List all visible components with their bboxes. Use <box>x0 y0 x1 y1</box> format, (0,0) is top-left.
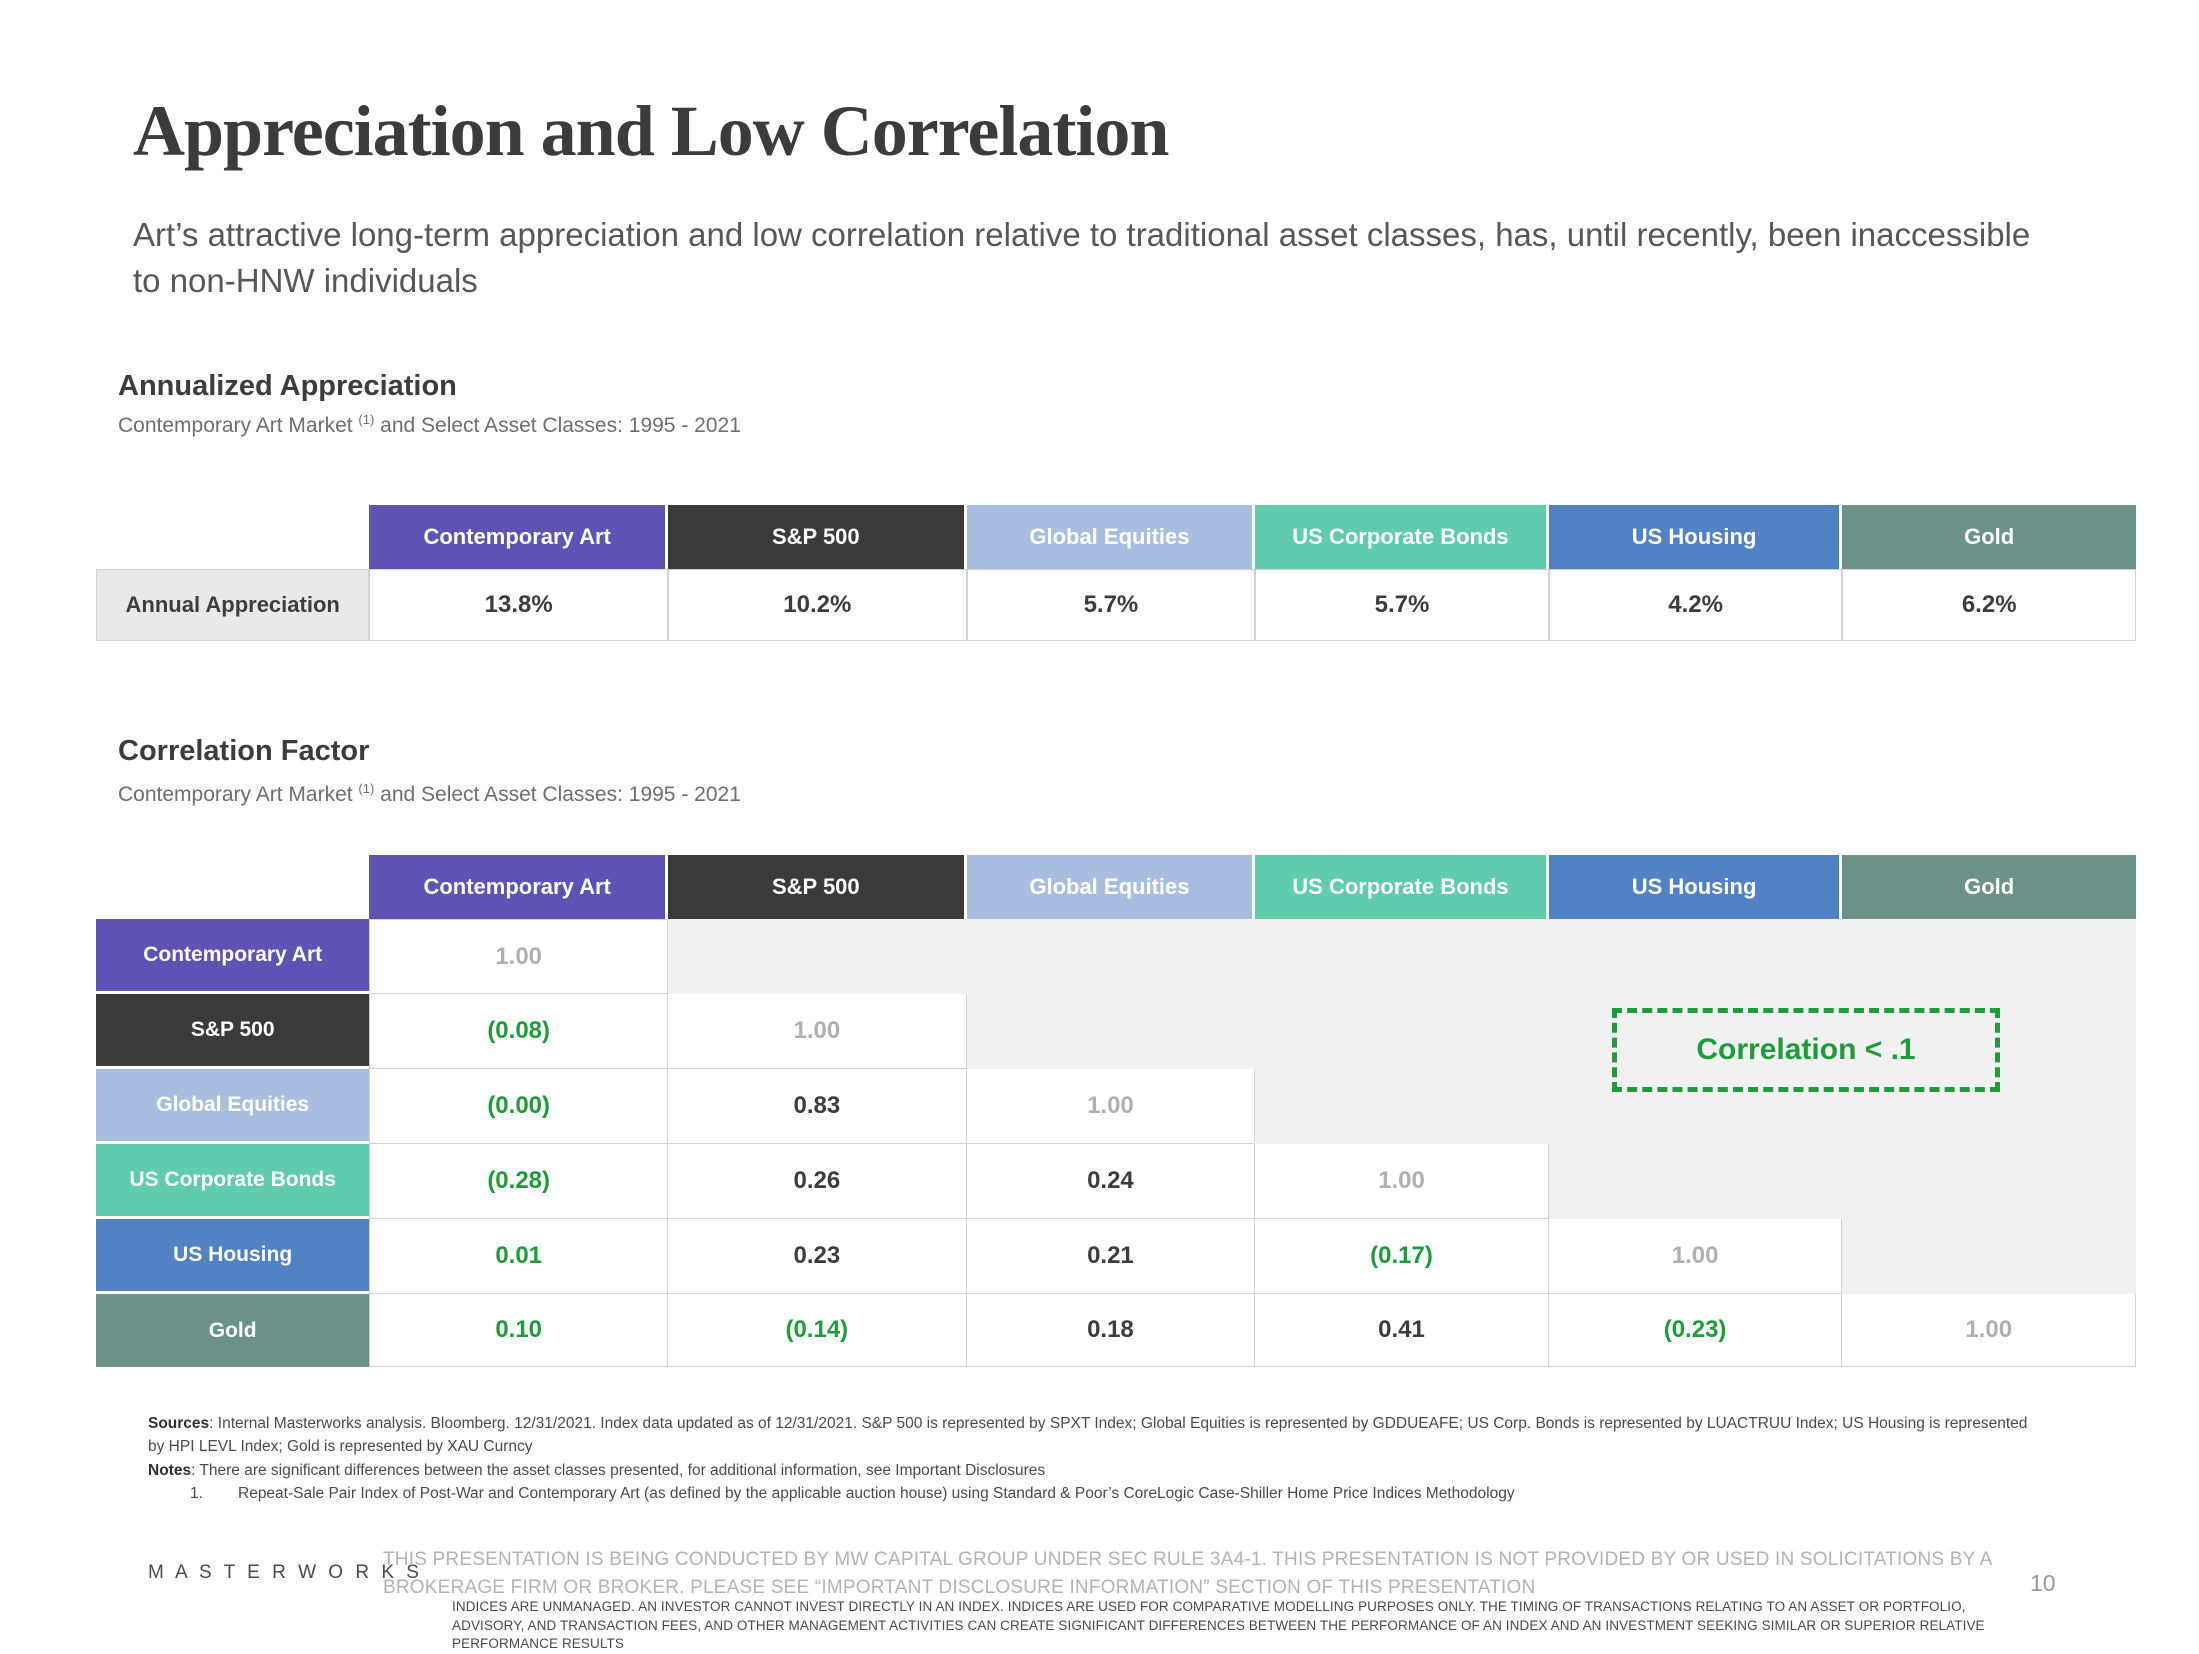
correlation-cell-4-2: 0.21 <box>967 1219 1256 1294</box>
appreciation-value-contemporary-art: 13.8% <box>369 569 668 641</box>
appreciation-value-us-housing: 4.2% <box>1549 569 1843 641</box>
correlation-section-title: Correlation Factor <box>118 735 370 767</box>
footnote-notes-text: : There are significant differences between the asset classes presented, for additional information, see Important Disclosures <box>191 1461 1046 1479</box>
correlation-cell-0-4 <box>1549 919 1843 994</box>
page-title: Appreciation and Low Correlation <box>133 91 1169 171</box>
correlation-cell-0-5 <box>1842 919 2136 994</box>
table-row <box>96 1219 2136 1294</box>
correlation-corner-cell <box>96 855 369 919</box>
footnote-sources <box>148 1412 2048 1459</box>
correlation-cell-0-0: 1.00 <box>369 919 668 994</box>
appreciation-value-us-corporate-bonds: 5.7% <box>1255 569 1549 641</box>
correlation-cell-3-0: (0.28) <box>369 1144 668 1219</box>
correlation-factor-table <box>96 855 2136 1367</box>
correlation-cell-3-3: 1.00 <box>1255 1144 1549 1219</box>
correlation-cell-5-1: (0.14) <box>668 1294 967 1367</box>
correlation-row-label-us-corporate-bonds: US Corporate Bonds <box>96 1144 369 1219</box>
correlation-row-label-contemporary-art: Contemporary Art <box>96 919 369 994</box>
correlation-cell-5-2: 0.18 <box>967 1294 1256 1367</box>
annualized-appreciation-table <box>96 505 2136 641</box>
correlation-cell-3-1: 0.26 <box>668 1144 967 1219</box>
appreciation-header-sp500: S&P 500 <box>668 505 967 569</box>
correlation-header-sp500: S&P 500 <box>668 855 967 919</box>
correlation-cell-2-3 <box>1255 1069 1549 1144</box>
correlation-header-us-corporate-bonds: US Corporate Bonds <box>1255 855 1549 919</box>
correlation-cell-5-4: (0.23) <box>1549 1294 1843 1367</box>
correlation-callout <box>1612 1008 2000 1092</box>
appreciation-sub-sup: (1) <box>358 412 375 427</box>
appreciation-row-label: Annual Appreciation <box>96 569 369 641</box>
masterworks-logo: M A S T E R W O R K S <box>148 1562 423 1583</box>
correlation-section-subtitle <box>118 781 741 807</box>
correlation-cell-2-0: (0.00) <box>369 1069 668 1144</box>
disclaimer-secondary: INDICES ARE UNMANAGED. AN INVESTOR CANNOT INVEST DIRECTLY IN AN INDEX. INDICES ARE USED FOR COMPARATIVE MODELLING PURPOSES ONLY. THE TIMING OF TRANSACTIONS RELATING TO AN ASSET OR PORTFOLIO, ADVISORY, AND TRANSACTION FEES, AND OTHER MANAGEMENT ACTIVITIES CAN CREATE SIGNIFICANT DIFFERENCES BETWEEN THE PERFORMANCE OF AN INDEX AND AN INVESTMENT SEEKING SIMILAR OR SUPERIOR RELATIVE PERFORMANCE RESULTS <box>452 1599 1985 1652</box>
correlation-row-label-sp500: S&P 500 <box>96 994 369 1069</box>
correlation-cell-2-1: 0.83 <box>668 1069 967 1144</box>
correlation-cell-5-0: 0.10 <box>369 1294 668 1367</box>
correlation-sub-pre: Contemporary Art Market <box>118 783 359 806</box>
appreciation-section-subtitle <box>118 412 741 438</box>
correlation-cell-3-4 <box>1549 1144 1843 1219</box>
correlation-cell-3-5 <box>1842 1144 2136 1219</box>
appreciation-header-us-corporate-bonds: US Corporate Bonds <box>1255 505 1549 569</box>
correlation-cell-4-4: 1.00 <box>1549 1219 1843 1294</box>
correlation-cell-1-2 <box>967 994 1256 1069</box>
table-row <box>96 569 2136 641</box>
disclaimer-primary: THIS PRESENTATION IS BEING CONDUCTED BY MW CAPITAL GROUP UNDER SEC RULE 3A4-1. THIS PRESENTATION IS NOT PROVIDED BY OR USED IN SOLICITATIONS BY A BROKERAGE FIRM OR BROKER. PLEASE SEE “IMPORTANT DISCLOSURE INFORMATION” SECTION OF THIS PRESENTATION <box>383 1549 1992 1598</box>
footnote-item-1-number: 1. <box>190 1484 203 1502</box>
appreciation-value-global-equities: 5.7% <box>967 569 1256 641</box>
correlation-row-label-global-equities: Global Equities <box>96 1069 369 1144</box>
correlation-cell-1-3 <box>1255 994 1549 1069</box>
appreciation-corner-cell <box>96 505 369 569</box>
correlation-cell-4-3: (0.17) <box>1255 1219 1549 1294</box>
footnote-sources-label: Sources <box>148 1415 210 1432</box>
correlation-cell-0-2 <box>967 919 1256 994</box>
appreciation-header-us-housing: US Housing <box>1549 505 1843 569</box>
correlation-sub-sup: (1) <box>358 781 375 796</box>
footnote-notes <box>148 1459 2048 1482</box>
appreciation-header-row <box>96 505 2136 569</box>
page-number: 10 <box>2030 1570 2056 1596</box>
correlation-header-row <box>96 855 2136 919</box>
correlation-cell-0-1 <box>668 919 967 994</box>
correlation-sub-post: and Select Asset Classes: 1995 - 2021 <box>374 783 741 806</box>
correlation-cell-2-2: 1.00 <box>967 1069 1256 1144</box>
correlation-cell-1-0: (0.08) <box>369 994 668 1069</box>
correlation-row-label-gold: Gold <box>96 1294 369 1367</box>
page-subtitle: Art’s attractive long-term appreciation and low correlation relative to traditional asset classes, has, until recently, been inaccessible to non-HNW individuals <box>133 216 2031 299</box>
correlation-header-us-housing: US Housing <box>1549 855 1843 919</box>
appreciation-header-contemporary-art: Contemporary Art <box>369 505 668 569</box>
table-row <box>96 1144 2136 1219</box>
correlation-header-contemporary-art: Contemporary Art <box>369 855 668 919</box>
correlation-cell-4-0: 0.01 <box>369 1219 668 1294</box>
correlation-cell-1-1: 1.00 <box>668 994 967 1069</box>
correlation-callout-label: Correlation < .1 <box>1696 1033 1916 1066</box>
appreciation-sub-post: and Select Asset Classes: 1995 - 2021 <box>374 414 741 437</box>
correlation-header-global-equities: Global Equities <box>967 855 1256 919</box>
appreciation-sub-pre: Contemporary Art Market <box>118 414 359 437</box>
footnote-notes-label: Notes <box>148 1461 192 1479</box>
correlation-cell-4-5 <box>1842 1219 2136 1294</box>
appreciation-value-gold: 6.2% <box>1842 569 2136 641</box>
table-row <box>96 1294 2136 1367</box>
appreciation-header-gold: Gold <box>1842 505 2136 569</box>
correlation-cell-5-5: 1.00 <box>1842 1294 2136 1367</box>
correlation-header-gold: Gold <box>1842 855 2136 919</box>
footnote-sources-text: : Internal Masterworks analysis. Bloomberg. 12/31/2021. Index data updated as of 12/31/2021. S&P 500 is represented by SPXT Index; Global Equities is represented by GDDUEAFE; US Corp. Bonds is represented by LUACTRUU Index; US Housing is represented by HPI LEVL Index; Gold is represented by XAU Curncy <box>148 1415 2028 1456</box>
appreciation-value-sp500: 10.2% <box>668 569 967 641</box>
table-row <box>96 919 2136 994</box>
correlation-cell-3-2: 0.24 <box>967 1144 1256 1219</box>
appreciation-section-title: Annualized Appreciation <box>118 370 457 402</box>
correlation-row-label-us-housing: US Housing <box>96 1219 369 1294</box>
footnote-item-1 <box>190 1482 2048 1505</box>
footnote-item-1-text: Repeat-Sale Pair Index of Post-War and Contemporary Art (as defined by the applicable auction house) using Standard & Poor’s CoreLogic Case-Shiller Home Price Indices Methodology <box>238 1484 1515 1502</box>
footnotes <box>148 1412 2048 1505</box>
correlation-cell-5-3: 0.41 <box>1255 1294 1549 1367</box>
correlation-cell-0-3 <box>1255 919 1549 994</box>
correlation-cell-4-1: 0.23 <box>668 1219 967 1294</box>
appreciation-header-global-equities: Global Equities <box>967 505 1256 569</box>
